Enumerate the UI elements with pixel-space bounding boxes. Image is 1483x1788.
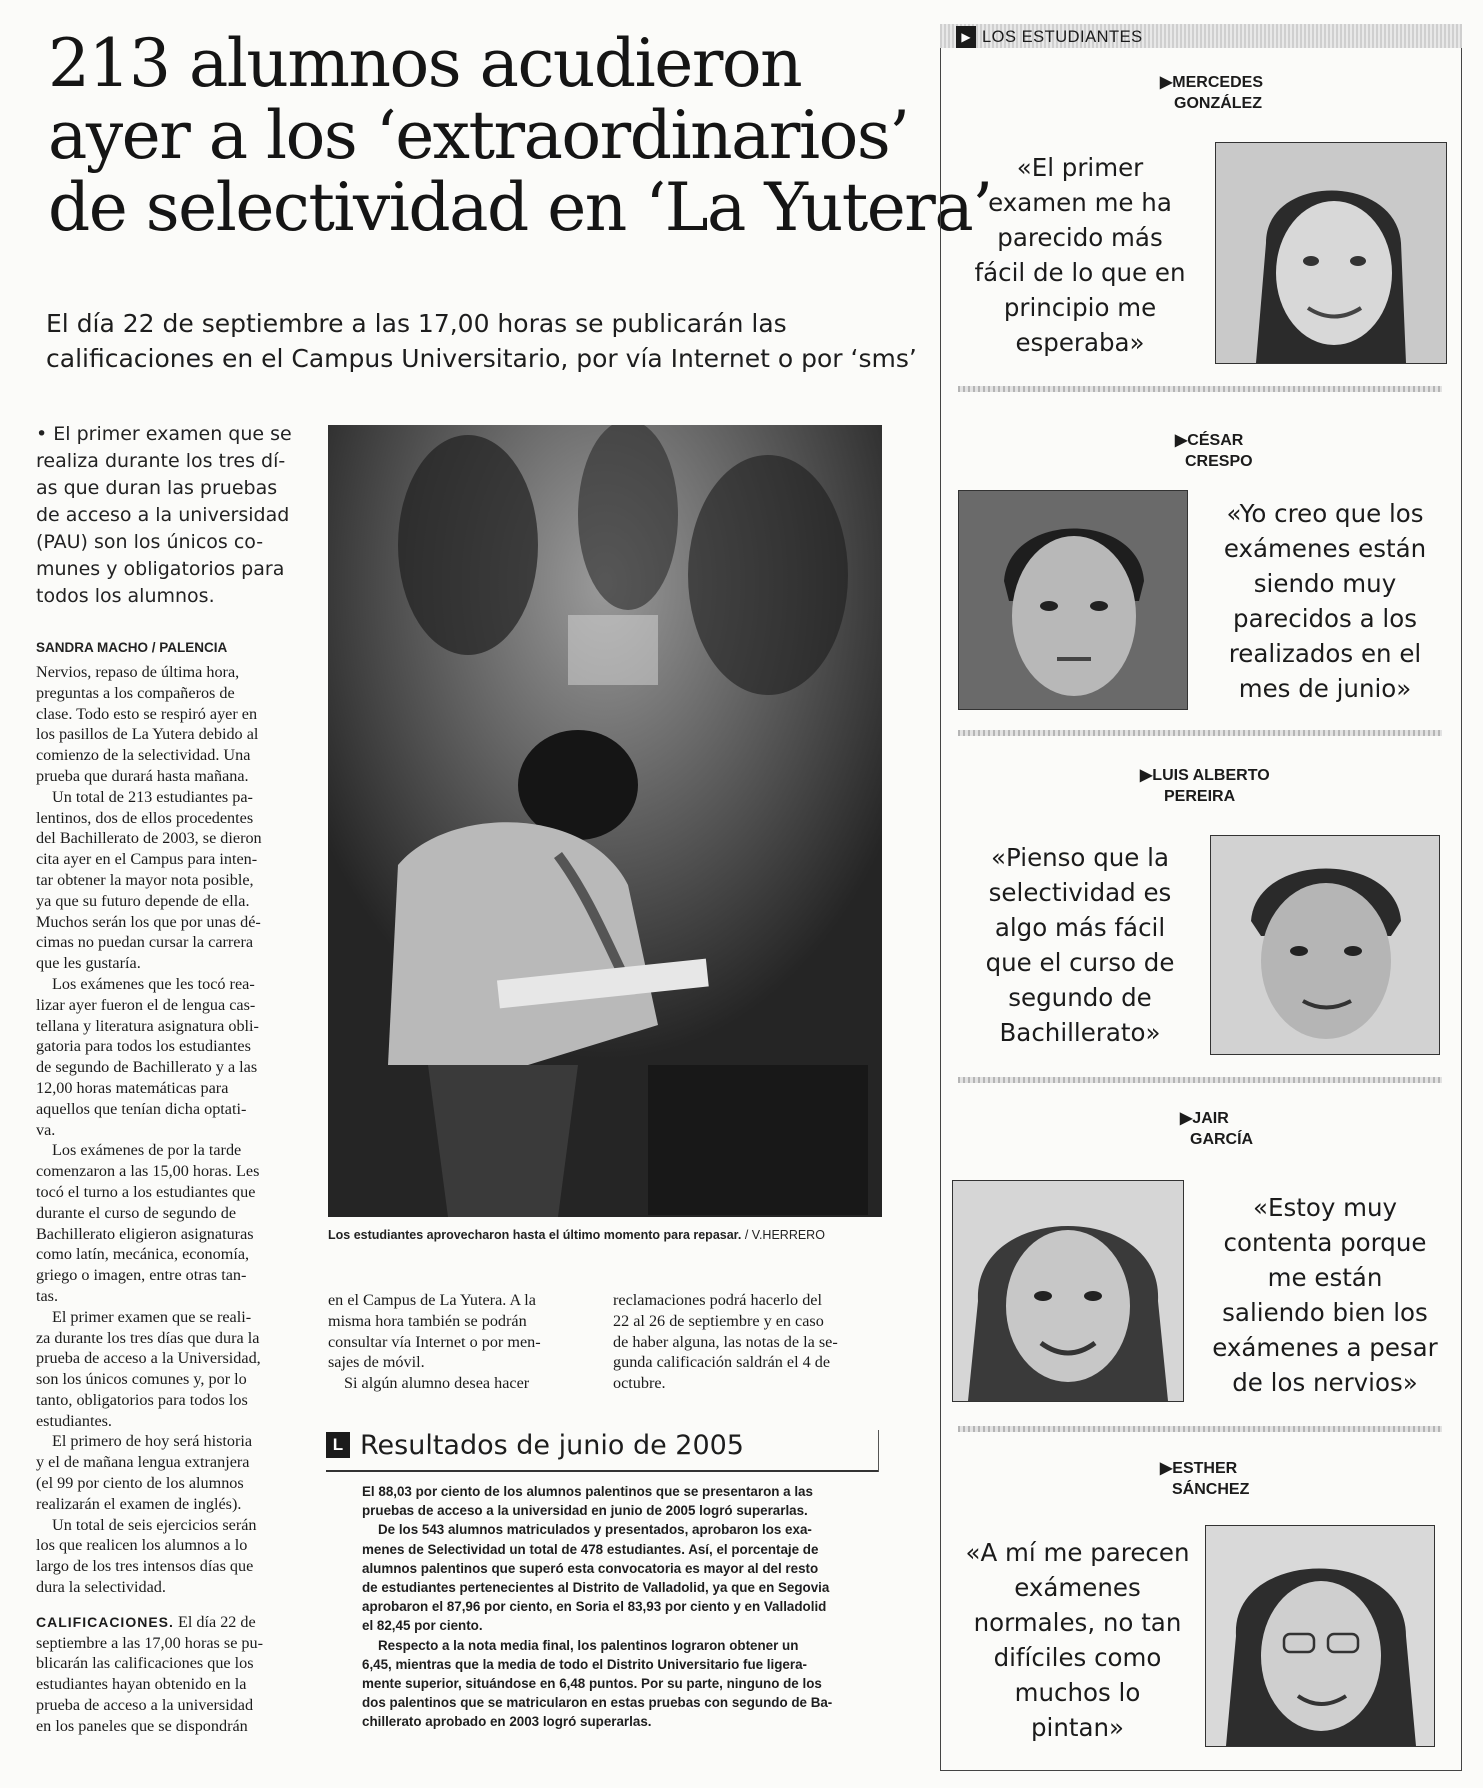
body-line: Un total de 213 estudiantes pa- — [52, 787, 253, 806]
quote-line: segundo de — [1008, 983, 1152, 1012]
byline: SANDRA MACHO / PALENCIA — [36, 640, 228, 655]
body-line: son los únicos comunes y, por lo — [36, 1370, 247, 1389]
results-line: mente superior, situándose en 6,48 puntos. Por su parte, ninguno de los — [362, 1676, 822, 1692]
results-line: pruebas de acceso a la universidad en junio de 2005 logró superarlas. — [362, 1503, 808, 1519]
name-line: PEREIRA — [1164, 788, 1236, 805]
bullet-line: realiza durante los tres dí- — [36, 450, 286, 472]
body-line: Nervios, repaso de última hora, — [36, 663, 240, 681]
section-icon: L — [326, 1432, 350, 1458]
body-line: 22 al 26 de septiembre y en caso — [613, 1311, 824, 1330]
body-line: El primer examen que se reali- — [52, 1307, 252, 1326]
results-line: El 88,03 por ciento de los alumnos palentinos que se presentaron a las — [362, 1484, 813, 1499]
name-line: ▶LUIS ALBERTO — [1140, 767, 1270, 784]
portrait-image — [1211, 836, 1439, 1054]
student-quote — [950, 150, 1210, 360]
portrait-image — [953, 1181, 1183, 1401]
subheadline — [46, 306, 917, 376]
body-line: tar obtener la mayor nota posible, — [36, 870, 254, 889]
quote-line: fácil de lo que en — [974, 258, 1186, 287]
body-line: del Bachillerato de 2003, se dieron — [36, 829, 262, 848]
body-line: que les gustaría. — [36, 954, 141, 973]
quote-line: esperaba» — [1015, 328, 1145, 357]
body-line: comienzo de la selectividad. Una — [36, 746, 251, 765]
body-line: en el Campus de La Yutera. A la — [328, 1291, 536, 1309]
quote-line: exámenes — [1014, 1573, 1141, 1602]
results-line: de estudiantes pertenecientes al Distrito de Valladolid, ya que en Segovia — [362, 1580, 830, 1596]
body-line: Los exámenes de por la tarde — [52, 1141, 242, 1160]
body-line: y el de mañana lengua extranjera — [36, 1453, 250, 1472]
results-line: aprobaron el 87,96 por ciento, en Soria el 83,93 por ciento y en Valladolid — [362, 1599, 827, 1615]
quote-line: «Pienso que la — [991, 843, 1169, 872]
section-divider — [958, 386, 1442, 392]
results-line: alumnos palentinos que superó esta convocatoria es mayor al del resto — [362, 1560, 819, 1576]
student-portrait — [958, 490, 1188, 710]
body-line: los que realicen los alumnos a lo — [36, 1536, 248, 1555]
quote-line: algo más fácil — [994, 913, 1166, 942]
body-line: griego o imagen, entre otras tan- — [36, 1266, 247, 1285]
name-line: CRESPO — [1185, 453, 1253, 470]
body-line: gatoria para todos los estudiantes — [36, 1037, 251, 1056]
quote-line: exámenes a pesar — [1212, 1333, 1438, 1362]
quote-line: me están — [1267, 1263, 1383, 1292]
quote-line: que el curso de — [985, 948, 1175, 977]
bullet-line: as que duran las pruebas — [36, 477, 278, 499]
body-line: como latín, mecánica, economía, — [36, 1245, 250, 1264]
lead-bullet — [36, 421, 290, 610]
body-line: El primero de hoy será historia — [52, 1432, 253, 1451]
sidebar-title: LOS ESTUDIANTES — [982, 28, 1143, 46]
body-line: misma hora también se podrán — [328, 1311, 527, 1330]
body-line: en los paneles que se dispondrán — [36, 1716, 248, 1735]
results-box-title: Resultados de junio de 2005 — [360, 1430, 744, 1461]
headline-line: 213 alumnos acudieron — [48, 25, 802, 102]
name-line: GARCÍA — [1190, 1131, 1254, 1148]
body-line: va. — [36, 1120, 56, 1139]
quote-line: pintan» — [1030, 1713, 1125, 1742]
name-line: ▶CÉSAR — [1175, 432, 1244, 449]
student-name — [1160, 1458, 1249, 1500]
quote-line: realizados en el — [1228, 639, 1422, 668]
quote-line: «Yo creo que los — [1226, 499, 1424, 528]
body-line: preguntas a los compañeros de — [36, 683, 235, 702]
body-line: lizar ayer fueron el de lengua cas- — [36, 995, 256, 1014]
quote-line: siendo muy — [1253, 569, 1397, 598]
results-line: Respecto a la nota media final, los palentinos lograron obtener un — [378, 1637, 799, 1653]
portrait-image — [1216, 143, 1446, 363]
student-portrait — [952, 1180, 1184, 1402]
body-line: dura la selectividad. — [36, 1578, 166, 1597]
body-line: blicarán las calificaciones que los — [36, 1654, 254, 1673]
name-line: SÁNCHEZ — [1172, 1481, 1250, 1498]
student-name — [1140, 765, 1270, 807]
body-line: tas. — [36, 1286, 59, 1305]
body-line: lentinos, dos de ellos procedentes — [36, 808, 254, 827]
body-line: Bachillerato eligieron asignaturas — [36, 1224, 254, 1243]
body-line: za durante los tres días que dura la — [36, 1328, 260, 1347]
quote-line: «A mí me parecen — [965, 1538, 1190, 1567]
bullet-line: • El primer examen que se — [36, 423, 292, 445]
body-line: estudiantes. — [36, 1411, 112, 1430]
quote-line: examen me ha — [988, 188, 1172, 217]
body-line: estudiantes hayan obtenido en la — [36, 1675, 247, 1694]
portrait-image — [959, 491, 1187, 709]
quote-line: parecido más — [997, 223, 1163, 252]
name-line: ▶JAIR — [1180, 1110, 1229, 1127]
section-arrow-icon: ▶ — [956, 26, 976, 48]
calificaciones-paragraph — [36, 1612, 298, 1633]
student-quote — [1200, 1190, 1450, 1400]
quote-line: mes de junio» — [1238, 674, 1412, 703]
student-quote — [955, 840, 1205, 1050]
body-line: aquellos que tenían dicha optati- — [36, 1099, 247, 1118]
portrait-image — [1206, 1526, 1434, 1746]
results-line: dos palentinos que se matricularon en estas pruebas con segundo de Ba- — [362, 1695, 833, 1711]
body-line: clase. Todo esto se respiró ayer en — [36, 704, 258, 723]
body-line: sajes de móvil. — [328, 1353, 425, 1372]
body-line: cimas no puedan cursar la carrera — [36, 933, 254, 952]
body-line: Si algún alumno desea hacer — [344, 1374, 530, 1393]
results-line: menes de Selectividad un total de 478 estudiantes. Así, el porcentaje de — [362, 1541, 819, 1557]
name-line: ▶MERCEDES — [1160, 74, 1263, 91]
body-line: prueba que durará hasta mañana. — [36, 766, 249, 785]
section-divider — [958, 730, 1442, 736]
body-line: gunda calificación saldrán el 4 de — [613, 1353, 831, 1372]
quote-line: muchos lo — [1014, 1678, 1141, 1707]
calificaciones-lead: CALIFICACIONES. — [36, 1613, 174, 1630]
quote-line: selectividad es — [988, 878, 1172, 907]
body-line: tanto, obligatorios para todos los — [36, 1390, 248, 1409]
student-portrait — [1210, 835, 1440, 1055]
student-portrait — [1205, 1525, 1435, 1747]
body-line: Los exámenes que les tocó rea- — [52, 974, 255, 993]
quote-line: «El primer — [1016, 153, 1144, 182]
photo-credit: / V.HERRERO — [744, 1228, 825, 1242]
results-line: chillerato aprobado en 2003 logró superarlas. — [362, 1714, 652, 1730]
body-line: durante el curso de segundo de — [36, 1203, 237, 1222]
headline-line: ayer a los ‘extraordinarios’ — [48, 97, 909, 174]
student-portrait — [1215, 142, 1447, 364]
body-line: ya que su futuro depende de ella. — [36, 891, 250, 910]
headline — [48, 25, 992, 246]
body-line: 12,00 horas matemáticas para — [36, 1078, 229, 1097]
body-line: tellana y literatura asignatura obli- — [36, 1016, 259, 1035]
body-line: octubre. — [613, 1374, 666, 1393]
body-line: comenzaron a las 15,00 horas. Les — [36, 1162, 260, 1181]
bullet-line: (PAU) son los únicos co- — [36, 531, 264, 553]
body-line: tocó el turno a los estudiantes que — [36, 1182, 256, 1201]
student-name — [1175, 430, 1253, 472]
results-line: el 82,45 por ciento. — [362, 1618, 483, 1634]
body-column-2 — [328, 1290, 594, 1394]
results-box-rule — [326, 1470, 878, 1472]
name-line: ▶ESTHER — [1160, 1460, 1238, 1477]
body-column-1 — [36, 662, 298, 1737]
student-name — [1180, 1108, 1253, 1150]
body-line: prueba de acceso a la universidad — [36, 1696, 254, 1715]
body-line: prueba de acceso a la Universidad, — [36, 1349, 261, 1368]
photo-caption — [328, 1228, 888, 1242]
quote-line: principio me — [1003, 293, 1157, 322]
body-line: de haber alguna, las notas de la se- — [613, 1332, 838, 1351]
quote-line: saliendo bien los — [1222, 1298, 1428, 1327]
results-box-rule-vertical — [878, 1430, 879, 1472]
bullet-line: munes y obligatorios para — [36, 558, 285, 580]
body-line: consultar vía Internet o por men- — [328, 1332, 541, 1351]
subheadline-line: El día 22 de septiembre a las 17,00 horas se publicarán las — [46, 309, 787, 338]
results-line: 6,45, mientras que la media de todo el Distrito Universitario fue ligera- — [362, 1656, 807, 1672]
student-photo — [328, 425, 882, 1217]
body-line: El día 22 de — [177, 1612, 256, 1631]
name-line: GONZÁLEZ — [1174, 95, 1262, 112]
headline-line: de selectividad en ‘La Yutera’ — [48, 169, 992, 246]
student-studying-image — [328, 425, 882, 1217]
section-divider — [958, 1077, 1442, 1083]
student-quote — [945, 1535, 1210, 1745]
quote-line: contenta porque — [1223, 1228, 1427, 1257]
body-line: cita ayer en el Campus para inten- — [36, 850, 258, 869]
body-line: realizarán el examen de inglés). — [36, 1494, 242, 1513]
quote-line: parecidos a los — [1233, 604, 1417, 633]
caption-text: Los estudiantes aprovecharon hasta el último momento para repasar. — [328, 1228, 742, 1242]
body-column-3 — [613, 1290, 881, 1394]
results-box-text — [362, 1482, 882, 1732]
quote-line: «Estoy muy — [1252, 1193, 1397, 1222]
section-divider — [958, 1426, 1442, 1432]
body-line: largo de los tres intensos días que — [36, 1557, 254, 1576]
quote-line: normales, no tan — [973, 1608, 1182, 1637]
student-name — [1160, 72, 1263, 114]
bullet-line: de acceso a la universidad — [36, 504, 290, 526]
subheadline-line: calificaciones en el Campus Universitario, por vía Internet o por ‘sms’ — [46, 344, 917, 373]
quote-line: difíciles como — [993, 1643, 1162, 1672]
body-line: (el 99 por ciento de los alumnos — [36, 1474, 244, 1493]
quote-line: Bachillerato» — [999, 1018, 1161, 1047]
body-line: de segundo de Bachillerato y a las — [36, 1058, 258, 1077]
body-line: Muchos serán los que por unas dé- — [36, 912, 261, 931]
bullet-line: todos los alumnos. — [36, 585, 215, 607]
results-line: De los 543 alumnos matriculados y presentados, aprobaron los exa- — [378, 1522, 812, 1538]
body-line: Un total de seis ejercicios serán — [52, 1515, 257, 1534]
body-line: reclamaciones podrá hacerlo del — [613, 1291, 822, 1309]
student-quote — [1205, 496, 1445, 706]
quote-line: de los nervios» — [1232, 1368, 1418, 1397]
body-line: los pasillos de La Yutera debido al — [36, 725, 259, 744]
body-line: septiembre a las 17,00 horas se pu- — [36, 1633, 264, 1652]
quote-line: exámenes están — [1223, 534, 1427, 563]
